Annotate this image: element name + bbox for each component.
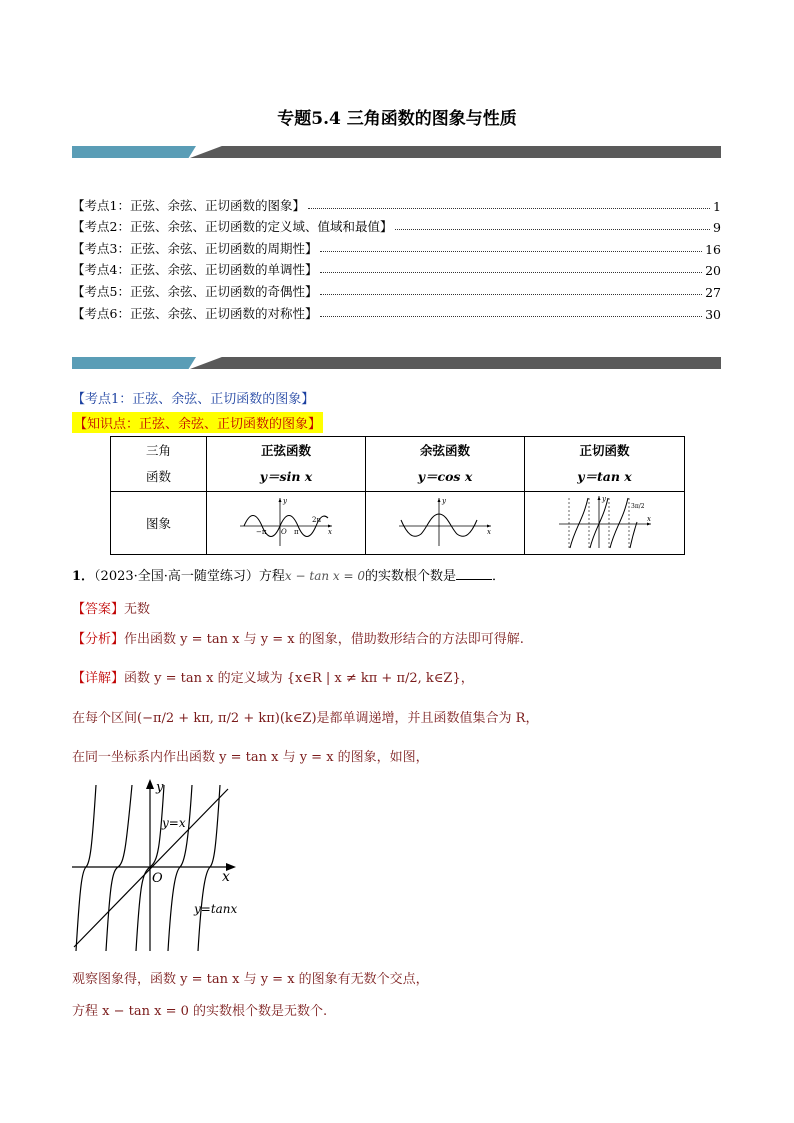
toc-entry[interactable] [72, 235, 721, 257]
toc-label: 【考点2：正弦、余弦、正切函数的定义域、值域和最值】 [72, 219, 393, 235]
svg-text:−π: −π [256, 527, 267, 536]
toc-entry[interactable] [72, 192, 721, 214]
toc-leader-dots [395, 229, 710, 230]
page-title: 专题5.4 三角函数的图象与性质 [277, 109, 517, 129]
sin-graph-cell [207, 492, 366, 555]
question-equation: x − tan x = 0 [284, 569, 365, 583]
line-y-equals-x [74, 789, 228, 947]
detail-line-3: 在同一坐标系内作出函数 y = tan x 与 y = x 的图象，如图， [72, 750, 429, 765]
y-axis-arrow [146, 779, 154, 789]
svg-text:y: y [601, 494, 606, 503]
svg-text:x: x [646, 514, 651, 523]
tan-curve [76, 785, 220, 951]
answer-text: 无数 [124, 602, 151, 617]
cos-formula: y＝cos x [417, 469, 473, 484]
detail-line-5: 方程 x − tan x = 0 的实数根个数是无数个. [72, 1004, 328, 1019]
question-source: （2023·全国·高一随堂练习） [94, 569, 259, 584]
tan-name: 正切函数 [579, 443, 630, 458]
analysis-line [72, 628, 524, 647]
x-axis-label: x [222, 869, 230, 885]
table-header-cell: 三角 函数 [111, 437, 207, 492]
knowledge-point-heading: 【知识点：正弦、余弦、正切函数的图象】 [72, 412, 323, 433]
table-of-contents [72, 192, 721, 322]
toc-leader-dots [320, 316, 702, 317]
tan-header-cell [525, 437, 685, 492]
svg-text:x: x [487, 527, 491, 536]
analysis-text: 作出函数 y = tan x 与 y = x 的图象，借助数形结合的方法即可得解. [124, 632, 524, 647]
toc-leader-dots [308, 208, 710, 209]
toc-page-number: 27 [705, 284, 721, 300]
detail-line-2: 在每个区间(−π/2 + kπ, π/2 + kπ)(k∈Z)是都单调递增，并且函数值集合为 R， [72, 711, 539, 726]
graph-row-label: 图象 [111, 492, 207, 555]
toc-entry[interactable] [72, 214, 721, 236]
toc-label: 【考点1：正弦、余弦、正切函数的图象】 [72, 197, 305, 213]
tan-graph [555, 494, 655, 550]
cos-header-cell [366, 437, 525, 492]
toc-leader-dots [320, 251, 702, 252]
tan-formula: y＝tan x [577, 469, 632, 484]
tan-graph-cell [525, 492, 685, 555]
toc-page-number: 20 [705, 263, 721, 279]
cos-graph-cell [366, 492, 525, 555]
toc-label: 【考点5：正弦、余弦、正切函数的奇偶性】 [72, 283, 318, 299]
toc-entry[interactable] [72, 300, 721, 322]
svg-text:y: y [283, 496, 287, 505]
function-graph-table [110, 436, 685, 555]
svg-text:π: π [294, 527, 299, 536]
decorative-banner [72, 146, 721, 158]
toc-leader-dots [320, 294, 702, 295]
toc-entry[interactable] [72, 278, 721, 300]
analysis-tag: 【分析】 [72, 632, 125, 647]
answer-tag: 【答案】 [72, 602, 125, 617]
svg-text:y: y [442, 496, 446, 505]
toc-page-number: 16 [705, 241, 721, 257]
line-label: y=x [162, 816, 186, 830]
curve-label: y=tanx [194, 902, 238, 916]
sin-name: 正弦函数 [260, 443, 311, 458]
toc-entry[interactable] [72, 257, 721, 279]
origin-label: O [152, 871, 163, 886]
toc-page-number: 9 [713, 220, 721, 236]
toc-page-number: 30 [705, 306, 721, 322]
cos-name: 余弦函数 [419, 443, 470, 458]
toc-label: 【考点6：正弦、余弦、正切函数的对称性】 [72, 305, 318, 321]
answer-line [72, 598, 150, 617]
toc-page-number: 1 [713, 198, 721, 214]
y-axis-label: y [156, 780, 164, 795]
sin-formula: y＝sin x [259, 469, 313, 484]
toc-leader-dots [320, 272, 702, 273]
cos-graph [395, 494, 495, 550]
svg-text:O: O [281, 527, 287, 536]
answer-blank [456, 579, 492, 580]
sin-header-cell [207, 437, 366, 492]
question-1: 1．（2023·全国·高一随堂练习）方程x − tan x = 0的实数根个数是 ． [72, 569, 506, 584]
toc-label: 【考点3：正弦、余弦、正切函数的周期性】 [72, 240, 318, 256]
decorative-banner [72, 357, 721, 369]
svg-text:3π/2: 3π/2 [630, 502, 645, 510]
detail-line-4: 观察图象得，函数 y = tan x 与 y = x 的图象有无数个交点， [72, 972, 429, 987]
section-heading: 【考点1：正弦、余弦、正切函数的图象】 [72, 392, 315, 407]
svg-text:x: x [328, 527, 332, 536]
detail-line-1: 【详解】函数 y = tan x 的定义域为 {x∈R | x ≠ kπ + π/2, k∈Z}， [72, 671, 474, 686]
sin-graph [236, 494, 336, 550]
tan-and-line-graph [70, 775, 242, 953]
question-number: 1． [72, 569, 95, 584]
toc-label: 【考点4：正弦、余弦、正切函数的单调性】 [72, 262, 318, 278]
detail-tag: 【详解】 [72, 671, 125, 686]
svg-text:2π: 2π [312, 515, 322, 524]
